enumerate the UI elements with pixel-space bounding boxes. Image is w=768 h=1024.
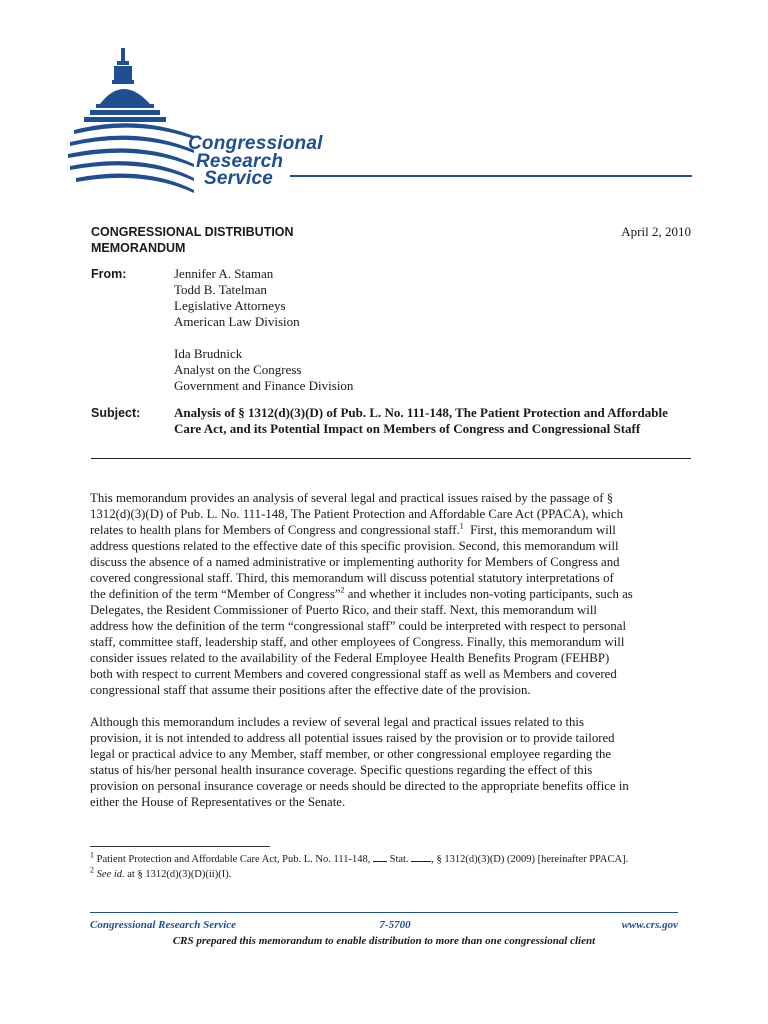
body-paragraph-1 <box>90 490 693 698</box>
footnote-rule <box>90 846 270 847</box>
from-authors-group-2 <box>174 346 353 394</box>
body-paragraph-2 <box>90 714 693 810</box>
author-title: Legislative Attorneys <box>174 298 286 313</box>
from-authors-group-1 <box>174 266 300 330</box>
author-title: Analyst on the Congress <box>174 362 302 377</box>
text-line: Delegates, the Resident Commissioner of Puerto Rico, and their staff. Next, this memorandum will <box>90 603 597 617</box>
footnote-ref-1[interactable]: 1 <box>459 521 464 531</box>
footnote-ref-2[interactable]: 2 <box>340 585 345 595</box>
footnote-1: $^1$ Patient Protection and Affordable Care Act, Pub. L. No. 111-148, Stat. , § 1312(d)(3)(D) (2009) [hereinafter PPACA]. <box>90 850 629 865</box>
crs-logo <box>66 44 356 194</box>
logo-rule <box>290 175 692 177</box>
text-line: consider issues related to the availability of the Federal Employee Health Benefits Program (FEHBP) <box>90 651 610 665</box>
text-line: relates to health plans for Members of Congress and congressional staff.$^1$ First, this memorandum will <box>90 521 616 537</box>
memo-type-line-2: MEMORANDUM <box>91 241 186 255</box>
author-name: Ida Brudnick <box>174 346 243 361</box>
from-label: From: <box>91 267 127 281</box>
text-line: provision on personal insurance coverage or needs should be directed to the appropriate benefits office in <box>90 779 629 793</box>
author-name: Jennifer A. Staman <box>174 266 274 281</box>
footnote-number: 1 <box>90 850 94 860</box>
text-line: legal or practical advice to any Member, staff member, or other congressional employee regarding the <box>90 747 612 761</box>
text-line: address how the definition of the term “congressional staff” could be interpreted with respect to personal <box>90 619 626 633</box>
text-line: address questions related to the effective date of this specific provision. Second, this memorandum will <box>90 539 619 553</box>
text-line: congressional staff that assume their positions after the effective date of the provision. <box>90 683 531 697</box>
footnote-number: 2 <box>90 865 94 875</box>
memo-date: April 2, 2010 <box>621 224 691 239</box>
header-rule <box>91 458 691 459</box>
logo-text-service: Service <box>204 168 274 189</box>
text-line: the definition of the term “Member of Congress”$^2$ and whether it includes non-voting participants, such as <box>90 585 633 601</box>
text-line: 1312(d)(3)(D) of Pub. L. No. 111-148, The Patient Protection and Affordable Care Act (PPACA), which <box>90 507 624 521</box>
author-division: American Law Division <box>174 314 300 329</box>
footer-rule <box>90 912 678 913</box>
author-division: Government and Finance Division <box>174 378 354 393</box>
logo-text-research: Research <box>196 151 284 172</box>
subject-label: Subject: <box>91 406 141 420</box>
logo-text-congressional: Congressional <box>188 133 323 154</box>
memo-type-line-1: CONGRESSIONAL DISTRIBUTION <box>91 225 294 239</box>
blank-page <box>411 852 431 862</box>
blank-volume <box>373 852 387 862</box>
text-line: both with respect to current Members and covered congressional staff as well as Members and covered <box>90 667 617 681</box>
footnote-2: $^2$ See id. at § 1312(d)(3)(D)(ii)(I). <box>90 865 232 880</box>
subject-text: Analysis of § 1312(d)(3)(D) of Pub. L. No. 111-148, The Patient Protection and Affordable Care Act, and its Potential Impact on Members of Congress and Congressional Staff <box>174 405 668 436</box>
memo-type <box>91 224 391 256</box>
author-name: Todd B. Tatelman <box>174 282 267 297</box>
text-line: either the House of Representatives or the Senate. <box>90 795 346 809</box>
footer-report-number: 7-5700 <box>379 919 411 931</box>
text-line: status of his/her personal health insurance coverage. Specific questions regarding the effect of this <box>90 763 593 777</box>
text-line: covered congressional staff. Third, this memorandum will discuss potential statutory interpretations of <box>90 571 614 585</box>
text-line: staff, committee staff, leadership staff, and other employees of Congress. Finally, this memorandum will <box>90 635 625 649</box>
text-line: discuss the absence of a named administrative or implementing authority for Members of Congress and <box>90 555 620 569</box>
footer-organization: Congressional Research Service <box>90 919 237 931</box>
footer-website-link[interactable]: www.crs.gov <box>621 919 678 931</box>
footer-distribution-note: CRS prepared this memorandum to enable distribution to more than one congressional client <box>172 935 596 947</box>
capitol-dome-icon <box>66 44 196 194</box>
text-line: Although this memorandum includes a review of several legal and practical issues related to this <box>90 715 584 729</box>
text-line: provision, it is not intended to address all potential issues raised by the provision or to provide tailored <box>90 731 615 745</box>
text-line: This memorandum provides an analysis of several legal and practical issues raised by the passage of § <box>90 491 614 505</box>
